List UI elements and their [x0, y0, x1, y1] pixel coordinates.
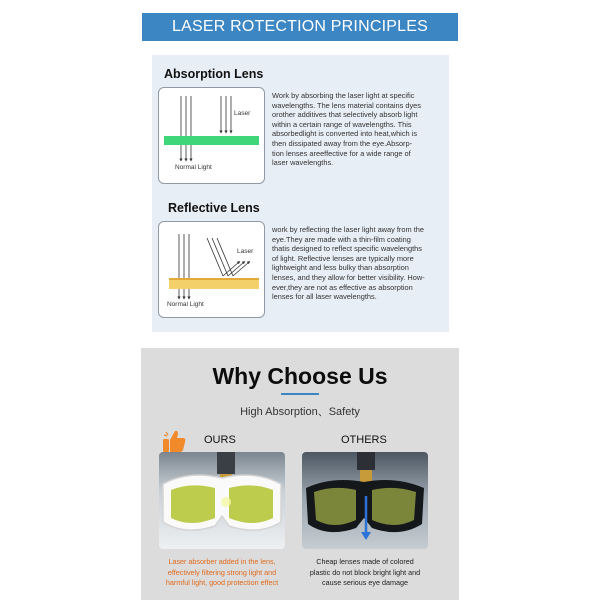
absorption-line: within a certain range of wavelengths. This [272, 119, 412, 129]
ours-label: OURS [204, 434, 236, 446]
absorption-line: laser wavelengths. [272, 158, 334, 168]
absorption-diagram [158, 87, 265, 184]
absorption-line: wavelengths. The lens material contains dyes [272, 100, 421, 110]
principles-panel [152, 55, 449, 332]
reflective-line: thatis designed to reflect specific wavelengths [272, 244, 422, 254]
reflective-line: lenses, and they allow for better visibility. How- [272, 272, 425, 282]
why-subtitle: High Absorption、Safety [240, 406, 360, 418]
others-caption-line: cause serious eye damage [322, 578, 408, 587]
absorption-line: Work by absorbing the laser light at specific [272, 91, 415, 100]
banner-title: LASER ROTECTION PRINCIPLES [172, 18, 428, 35]
ours-caption-line: effectively filtering strong light and [167, 567, 277, 577]
title-underline [281, 393, 319, 395]
ours-glasses-photo [159, 452, 285, 549]
others-caption-line: Cheap lenses made of colored [316, 557, 414, 566]
reflective-laser-label: Laser [237, 248, 254, 255]
ours-caption-line: Laser absorber added in the lens, [168, 557, 276, 566]
reflective-description [272, 225, 450, 302]
absorption-line: orother additives that selectively absorb light [272, 110, 418, 120]
thumbs-up-icon [161, 428, 187, 454]
reflective-line: lightweight and less bulky than absorption [272, 263, 409, 273]
others-label: OTHERS [341, 434, 387, 446]
reflective-normal-label: Normal Light [167, 301, 204, 308]
others-caption [298, 557, 432, 589]
absorption-line: then dissipated away from the eye.Absorp- [272, 138, 413, 148]
absorption-normal-label: Normal Light [175, 164, 212, 171]
ours-caption [155, 557, 289, 589]
reflective-line: lenses for all laser wavelengths. [272, 292, 377, 302]
absorption-title: Absorption Lens [164, 67, 264, 81]
absorption-laser-label: Laser [234, 110, 251, 117]
why-choose-us-section [141, 348, 459, 600]
reflective-line: eye.They are made with a thin-film coating [272, 234, 411, 244]
reflective-line: of light. Reflective lenses are typically more [272, 253, 414, 263]
absorption-line: tion lenses areeffective for a wide range of [272, 148, 411, 158]
reflective-diagram [158, 221, 265, 318]
reflective-line: ever,they are not as effective as absorption [272, 282, 413, 292]
others-glasses-photo [302, 452, 428, 549]
section-banner [142, 13, 458, 41]
why-title: Why Choose Us [212, 363, 388, 389]
absorption-line: absorbedlight is converted into heat,which is [272, 129, 418, 139]
absorption-description [272, 91, 447, 168]
ours-glasses-svg [159, 452, 285, 549]
reflective-line: work by reflecting the laser light away from the [272, 225, 424, 234]
others-glasses-svg [302, 452, 428, 549]
reflective-title: Reflective Lens [168, 201, 260, 215]
ours-caption-line: harmful light, good protection effect [165, 578, 279, 587]
others-caption-line: plastic do not block bright light and [309, 567, 421, 577]
